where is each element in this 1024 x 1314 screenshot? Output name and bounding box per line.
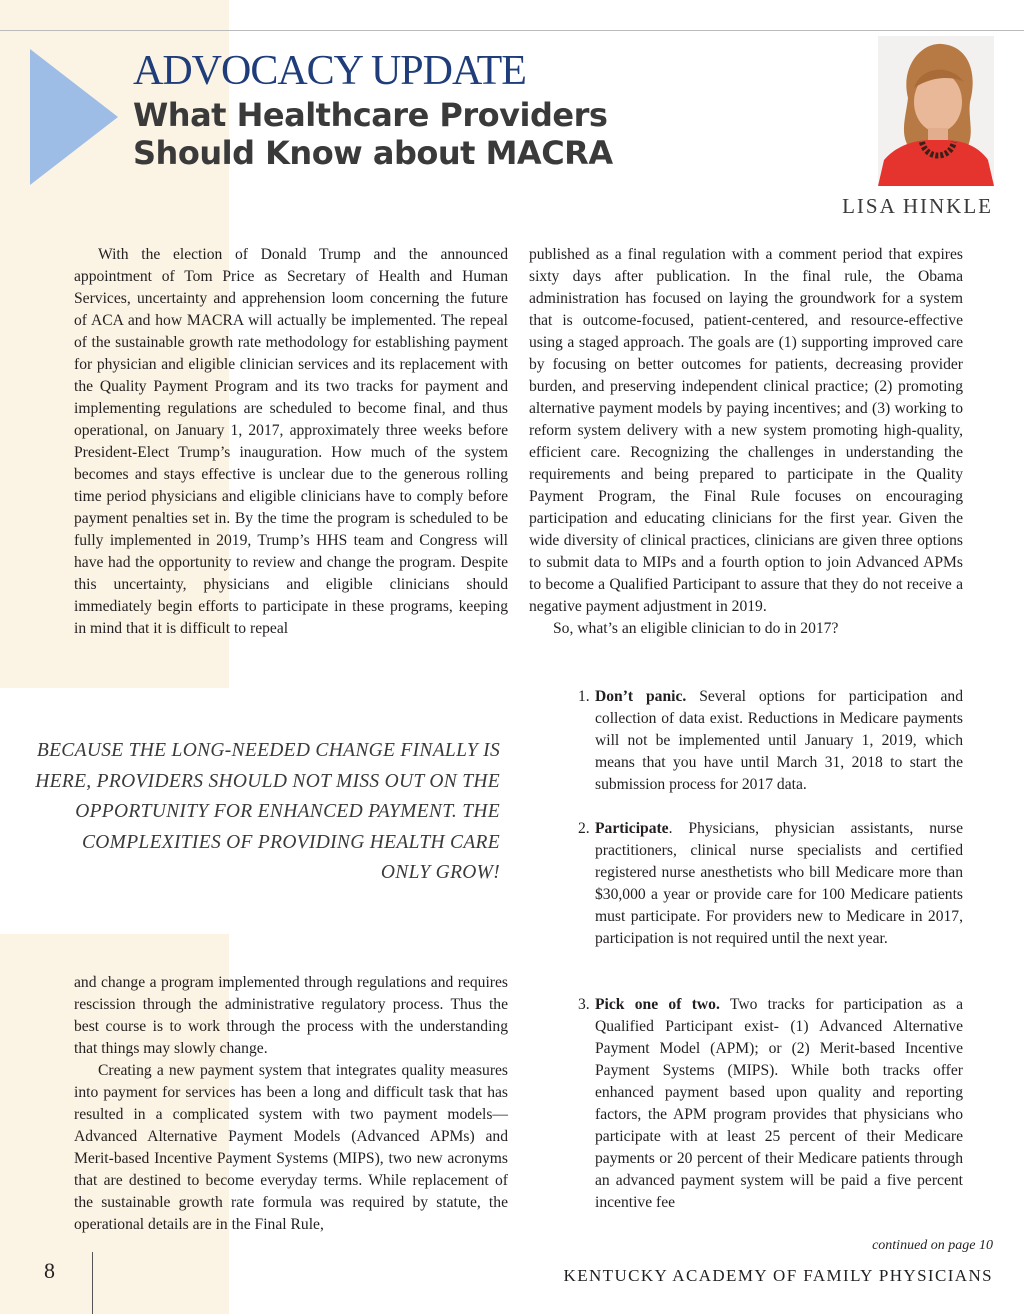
body-paragraph: With the election of Donald Trump and the announced appointment of Tom Price as Secretary of Health and Human Services, uncertainty and apprehension loom concerning the future of ACA and how MACRA will actually be implemented. The repeal of the sustainable growth rate methodology for establishing payment for physician and eligible clinician services and its replacement with the Quality Payment Program and its two tracks for payment and implementing regulations are scheduled to become final, and thus operational, on January 1, 2017, approximately three weeks before President-Elect Trump’s inauguration. How much of the system becomes and stays effective is unclear due to the generous rolling time period physicians and eligible clinicians have to comply before payment penalties set in. By the time the program is scheduled to be fully implemented in 2019, Trump’s HHS team and Congress will have had the opportunity to review and change the program. Despite this uncertainty, physicians and eligible clinicians should immediately begin efforts to participate in these programs, keeping in mind that it is difficult to repeal: [74, 246, 508, 637]
pull-quote: BECAUSE THE LONG-NEEDED CHANGE FINALLY IS HERE, PROVIDERS SHOULD NOT MISS OUT ON THE OPPORTUNITY FOR ENHANCED PAYMENT. THE COMPLEXITIES OF PROVIDING HEALTH CARE ONLY GROW!: [35, 740, 500, 883]
body-paragraph: published as a final regulation with a comment period that expires sixty days after publication. In the final rule, the Obama administration has focused on laying the groundwork for a system that is outcome-focused, patient-centered, and resource-effective using a staged approach. The goals are (1) supporting improved care by focusing on better outcomes for patients, decreasing provider burden, and preserving independent clinical practice; (2) promoting alternative payment models by paying incentives; and (3) working to reform system delivery with a new system promoting high-quality, efficient care. Recognizing the challenges in understanding the requirements and being prepared to participate in the Quality Payment Program, the Final Rule focuses on encouraging participation and educating clinicians for the first year. Given the wide diversity of clinical practices, clinicians are given three options to submit data to MIPs and a fourth option to join Advanced APMs to become a Qualified Participant to assure that they do not receive a negative payment adjustment in 2019.: [529, 246, 963, 615]
play-triangle-icon: [30, 49, 118, 185]
list-lead: Participate: [595, 820, 669, 837]
list-body: . Physicians, physician assistants, nurse practitioners, clinical nurse specialists and certified registered nurse anesthetists who bill Medicare more than $30,000 a year or provide care for 100 Medicare patients must participate. For providers new to Medicare in 2017, participation is not required until the next year.: [595, 820, 963, 947]
list-item: [578, 686, 963, 796]
list-body: Several options for participation and collection of data exist. Reductions in Medicare payments will not be implemented until January 1, 2019, which means that you have until March 31, 2018 to start the submission process for 2017 data.: [595, 688, 963, 793]
list-item: [578, 818, 963, 950]
left-column-upper: [74, 244, 508, 640]
list-body: Two tracks for participation as a Qualified Participant exist- (1) Advanced Alternative Payment Model (APM); or (2) Merit-based Incentive Payment Systems (MIPS). While both tracks offer enhanced payment based upon quality and reporting factors, the APM program provides that physicians who participate with at least 25 percent of their Medicare payments or 20 percent of their Medicare patients through an advanced payment system will be paid a five percent incentive fee: [595, 996, 963, 1211]
publication-name: KENTUCKY ACADEMY OF FAMILY PHYSICIANS: [563, 1266, 993, 1285]
right-column-upper: [529, 244, 963, 640]
body-paragraph: and change a program implemented through regulations and requires rescission through the administrative regulatory process. Thus the best course is to work through the process with the understanding that things may slowly change.: [74, 974, 508, 1057]
list-item-text: [595, 686, 963, 796]
list-number: 3.: [578, 996, 590, 1013]
article-headline: [133, 96, 613, 172]
list-number: 1.: [578, 688, 590, 705]
page-number: 8: [44, 1258, 55, 1283]
footer-divider: [92, 1252, 93, 1314]
author-photo: [878, 36, 994, 186]
author-name: LISA HINKLE: [842, 194, 993, 218]
section-label: ADVOCACY UPDATE: [133, 48, 526, 94]
list-lead: Don’t panic.: [595, 688, 687, 705]
list-number: 2.: [578, 820, 590, 837]
top-rule: [0, 30, 1024, 31]
body-paragraph: Creating a new payment system that integrates quality measures into payment for services has been a long and difficult task that has resulted in a complicated system with two payment models—Advanced Alternative Payment Models (Advanced APMs) and Merit-based Incentive Payment Systems (MIPS), two new acronyms that are destined to become everyday terms. While replacement of the sustainable growth rate formula was required by statute, the operational details are in the Final Rule,: [74, 1062, 508, 1233]
list-lead: Pick one of two.: [595, 996, 720, 1013]
list-item-text: [595, 994, 963, 1214]
headline-line-1: What Healthcare Providers: [133, 96, 608, 134]
body-question: So, what’s an eligible clinician to do in 2017?: [553, 620, 839, 637]
list-item-text: [595, 818, 963, 950]
headline-line-2: Should Know about MACRA: [133, 134, 613, 172]
left-column-lower: [74, 972, 508, 1236]
author-portrait-icon: [878, 36, 994, 186]
list-item: [578, 994, 963, 1214]
continued-note: continued on page 10: [872, 1238, 993, 1253]
